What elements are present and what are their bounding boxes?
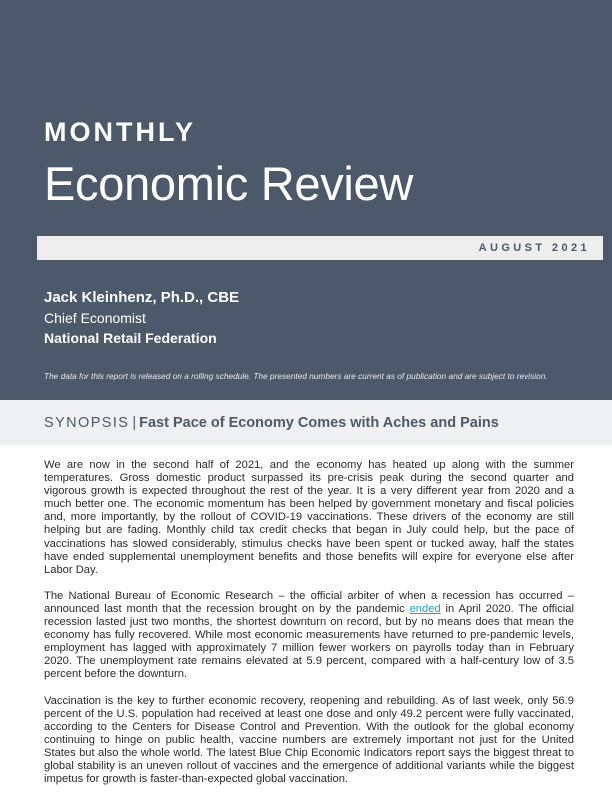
report-kicker: MONTHLY [44, 117, 197, 147]
author-role: Chief Economist [44, 310, 146, 326]
synopsis-heading [44, 414, 499, 432]
author-organization: National Retail Federation [44, 330, 217, 346]
synopsis-label: SYNOPSIS [44, 415, 130, 431]
paragraph-2 [44, 590, 574, 682]
paragraph-1: We are now in the second half of 2021, and the economy has heated up along with the summer temperatures. Gross domestic product surpassed its pre-crisis peak during the second quarter and vigorous growth is expected throughout the rest of the year. It is a very different year from 2020 and a much better one. The economic momentum has been helped by government monetary and fiscal policies and, more importantly, by the rollout of COVID-19 vaccinations. These drivers of the economy are still helping but are fading. Monthly child tax credit checks that began in July could help, but the pace of vaccinations has slowed considerably, stimulus checks have been spent or tucked away, half the states have ended supplemental unemployment benefits and those benefits will expire for everyone else after Labor Day. [44, 459, 574, 576]
author-name: Jack Kleinhenz, Ph.D., CBE [44, 289, 240, 306]
synopsis-title: Fast Pace of Economy Comes with Aches and Pains [139, 415, 499, 431]
paragraph-2-text-start: The National Bureau of Economic Research – the official arbiter of when a recession has occurred – announced last month that the recession brought on by the pandemic [44, 589, 574, 615]
report-date: AUGUST 2021 [478, 242, 590, 254]
report-title: Economic Review [44, 157, 414, 210]
article-body [44, 459, 574, 799]
disclaimer: The data for this report is released on a rolling schedule. The presented numbers are current as of publication and are subject to revision. [44, 371, 548, 381]
date-bar [37, 236, 603, 260]
synopsis-band [0, 400, 612, 445]
ended-link[interactable]: ended [409, 602, 441, 615]
paragraph-2-text-end: in April 2020. The official recession lasted just two months, the shortest downturn on record, but by no means does that mean the economy has fully recovered. While most economic measurements have returned to pre-pandemic levels, employment has lagged with approximately 7 million fewer workers on payrolls today than in February 2020. The unemployment rate remains elevated at 5.9 percent, compared with a half-century low of 3.5 percent before the downturn. [44, 602, 575, 681]
synopsis-separator: | [132, 415, 137, 431]
paragraph-3: Vaccination is the key to further economic recovery, reopening and rebuilding. As of last week, only 56.9 percent of the U.S. population had received at least one dose and only 49.2 percent were fully vaccinated, according to the Centers for Disease Control and Prevention. With the outlook for the global economy continuing to hinge on public health, vaccine numbers are extremely important not just for the United States but also the whole world. The latest Blue Chip Economic Indicators report says the biggest threat to global stability is an uneven rollout of vaccines and the emergence of additional variants while the biggest impetus for growth is faster-than-expected global vaccination. [44, 694, 574, 786]
